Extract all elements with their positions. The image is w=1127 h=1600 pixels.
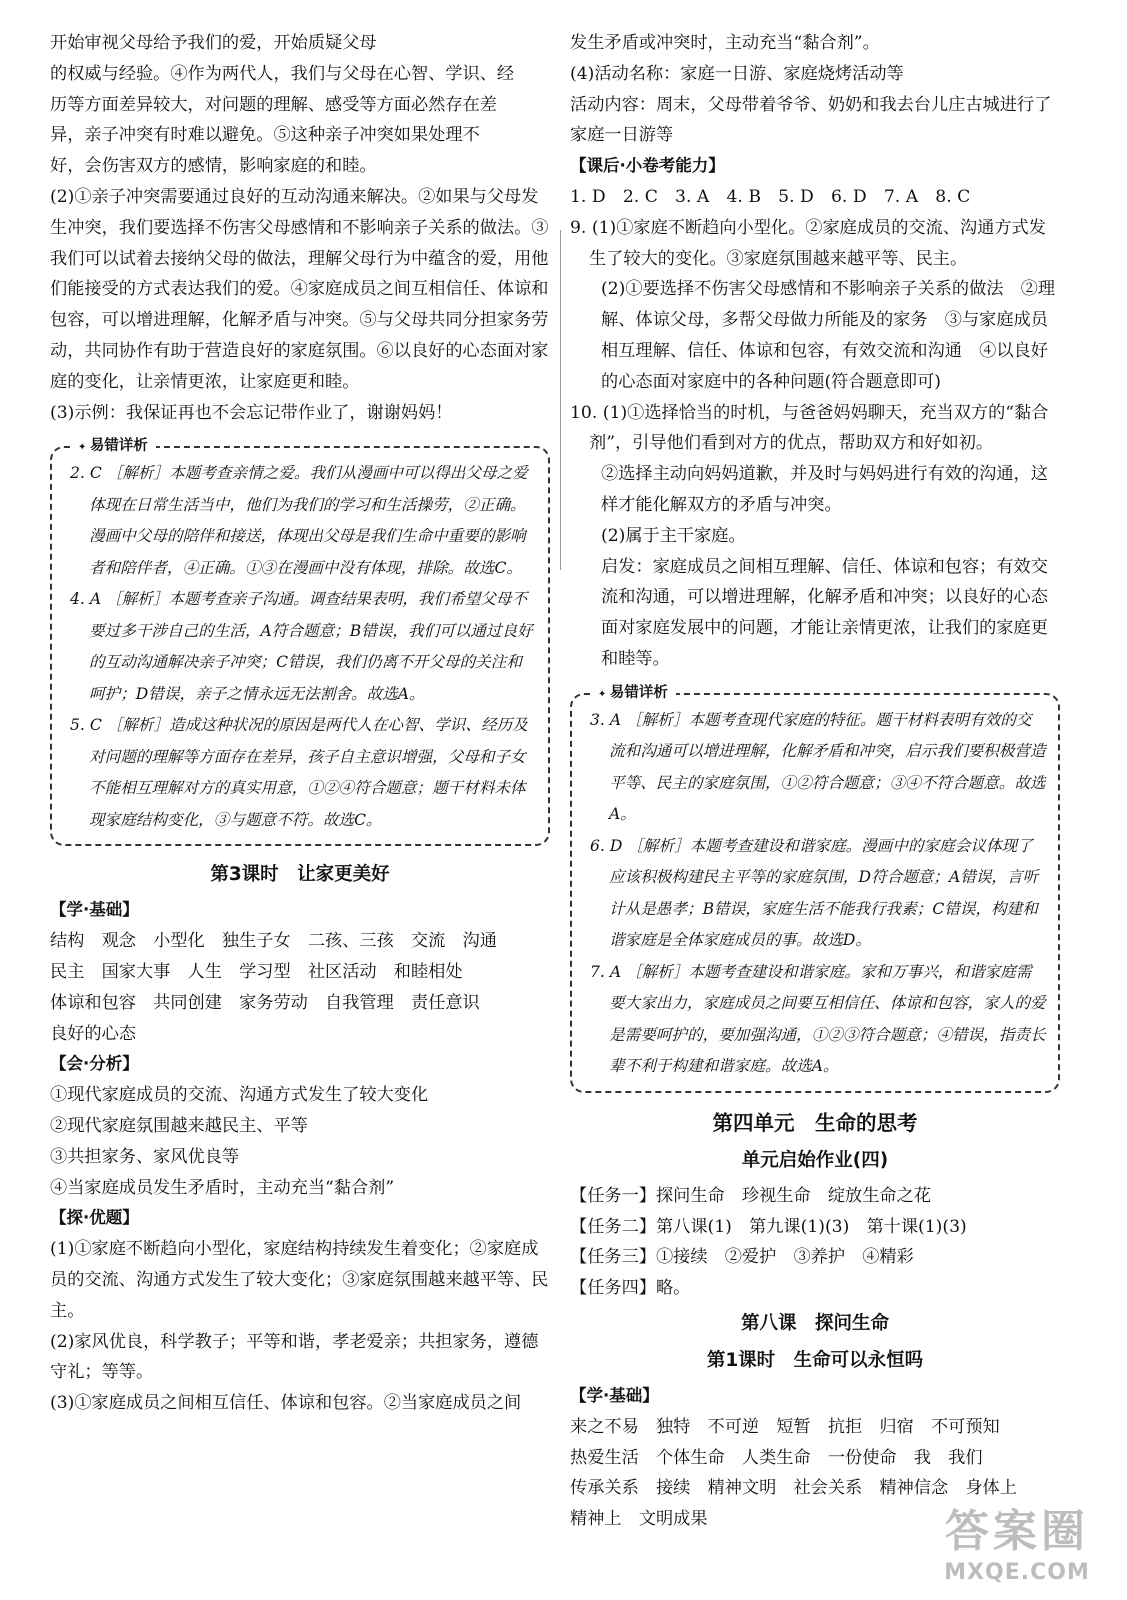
section-heading: 【会·分析】 [50, 1054, 139, 1074]
left-line: 开始审视父母给予我们的爱，开始质疑父母 [50, 33, 377, 53]
q10-part: (2)属于主干家庭。 [601, 525, 746, 546]
keyword-line: 结构 观念 小型化 独生子女 二孩、三孩 交流 沟通 [50, 931, 497, 952]
lesson-title: 第3课时 让家更美好 [210, 864, 390, 886]
right-line: 活动内容：周末，父母带着爷爷、奶奶和我去台儿庄古城进行了家庭一日游等 [570, 94, 1052, 146]
section-heading: 【学·基础】 [50, 900, 139, 920]
analysis-item: 5. C ［解析］造成这种状况的原因是两代人在心智、学识、经历及对问题的理解等方面存在差异，孩子自主意识增强，父母和子女不能相互理解对方的真实用意，①②④符合题意；题干材料未体现家庭结构变化，③与题意不符。故选C。 [70, 716, 528, 829]
analysis-item: 2. C ［解析］本题考查亲情之爱。我们从漫画中可以得出父母之爱体现在日常生活当中，他们为我们的学习和生活操劳，②正确。漫画中父母的陪伴和接送，体现出父母是我们生命中重要的影响者和陪伴者，④正确。①③在漫画中没有体现，排除。故选C。 [70, 464, 528, 577]
unit-subtitle: 单元启始作业(四) [741, 1149, 889, 1171]
error-analysis-box [570, 684, 1060, 1093]
box-title: ✦ 易错详析 [590, 682, 676, 706]
explore-item: (3)①家庭成员之间相互信任、体谅和包容。②当家庭成员之间 [50, 1393, 522, 1414]
analyze-line: ①现代家庭成员的交流、沟通方式发生了较大变化 [50, 1085, 429, 1106]
analyze-line: ③共担家务、家风优良等 [50, 1146, 240, 1167]
analyze-line: ②现代家庭氛围越来越民主、平等 [50, 1115, 308, 1136]
q9-part: (2)①要选择不伤害父母感情和不影响亲子关系的做法 ②理解、体谅父母，多帮父母做力所能及的家务 ③与家庭成员相互理解、信任、体谅和包容，有效交流和沟通 ④以良好的心态面对家庭中的各种问题(符合题意即可) [601, 279, 1056, 392]
left-line: 历等方面差异较大，对问题的理解、感受等方面必然存在差 [50, 94, 497, 115]
analysis-item: 6. D ［解析］本题考查建设和谐家庭。漫画中的家庭会议体现了应该积极构建民主平等的家庭氛围，D符合题意；A错误，言听计从是愚孝；B错误，家庭生活不能我行我素；C错误，构建和谐家庭是全体家庭成员的事。故选D。 [590, 836, 1039, 950]
left-line: 异，亲子冲突有时难以避免。⑤这种亲子冲突如果处理不 [50, 125, 480, 146]
right-column [570, 28, 1060, 1535]
keyword-line: 良好的心态 [50, 1023, 136, 1044]
q10-part: 启发：家庭成员之间相互理解、信任、体谅和包容；有效交流和沟通，可以增进理解，化解矛盾和冲突；以良好的心态面对家庭发展中的问题，才能让亲情更浓，让我们的家庭更和睦等。 [601, 556, 1048, 669]
explore-item: (2)家风优良，科学教子；平等和谐，孝老爱亲；共担家务，遵德守礼；等等。 [50, 1331, 539, 1383]
q10-part: 10. (1)①选择恰当的时机，与爸爸妈妈聊天，充当双方的“黏合剂”，引导他们看到对方的优点，帮助双方和好如初。 [570, 402, 1049, 454]
keyword-line: 来之不易 独特 不可逆 短暂 抗拒 归宿 不可预知 [570, 1416, 1000, 1437]
answer-part-2: (2)①亲子冲突需要通过良好的互动沟通来解决。②如果与父母发生冲突，我们要选择不伤害父母感情和不影响亲子关系的做法。③我们可以试着去接纳父母的做法，理解父母行为中蕴含的爱，用他们能接受的方式表达我们的爱。④家庭成员之间互相信任、体谅和包容，可以增进理解，化解矛盾与冲突。⑤与父母共同分担家务劳动，共同协作有助于营造良好的家庭氛围。⑥以良好的心态面对家庭的变化，让亲情更浓，让家庭更和睦。 [50, 186, 549, 392]
q10-part: ②选择主动向妈妈道歉，并及时与妈妈进行有效的沟通，这样才能化解双方的矛盾与冲突。 [601, 464, 1048, 515]
q9-part: 9. (1)①家庭不断趋向小型化。②家庭成员的交流、沟通方式发生了较大的变化。③家庭氛围越来越平等、民主。 [570, 217, 1046, 269]
task-line: 【任务三】①接续 ②爱护 ③养护 ④精彩 [570, 1247, 914, 1268]
analysis-item: 4. A ［解析］本题考查亲子沟通。调查结果表明，我们希望父母不要过多干涉自己的生活，A符合题意；B错误，我们可以通过良好的互动沟通解决亲子冲突；C错误，我们仍离不开父母的关注和呵护；D错误，亲子之情永远无法割舍。故选A。 [70, 590, 533, 703]
watermark-logo [917, 1504, 1117, 1594]
box-title: ✦ 易错详析 [70, 435, 156, 459]
explore-item: (1)①家庭不断趋向小型化，家庭结构持续发生着变化；②家庭成员的交流、沟通方式发生了较大变化；③家庭氛围越来越平等、民主。 [50, 1239, 549, 1321]
section-heading: 【探·优题】 [50, 1208, 139, 1228]
watermark-mark: 答案圈 [945, 1506, 1089, 1557]
keyword-line: 民主 国家大事 人生 学习型 社区活动 和睦相处 [50, 961, 463, 982]
keyword-line: 精神上 文明成果 [570, 1509, 708, 1530]
unit-title: 第四单元 生命的思考 [712, 1110, 918, 1135]
right-line: 发生矛盾或冲突时，主动充当“黏合剂”。 [570, 33, 880, 53]
analysis-item: 3. A ［解析］本题考查现代家庭的特征。题干材料表明有效的交流和沟通可以增进理解，化解矛盾和冲突，启示我们要积极营造平等、民主的家庭氛围，①②符合题意；③④不符合题意。故选A。 [590, 710, 1046, 824]
left-line: 的权威与经验。④作为两代人，我们与父母在心智、学识、经 [50, 63, 515, 84]
left-line: 好，会伤害双方的感情，影响家庭的和睦。 [50, 156, 377, 177]
section-heading: 【课后·小卷考能力】 [570, 156, 725, 176]
lesson-subtitle: 第1课时 生命可以永恒吗 [706, 1349, 924, 1371]
analyze-line: ④当家庭成员发生矛盾时，主动充当“黏合剂” [50, 1177, 395, 1198]
task-line: 【任务二】第八课(1) 第九课(1)(3) 第十课(1)(3) [570, 1216, 967, 1237]
left-column [50, 28, 550, 1419]
column-divider [560, 230, 561, 570]
task-line: 【任务一】探问生命 珍视生命 绽放生命之花 [570, 1185, 931, 1206]
answer-part-3: (3)示例：我保证再也不会忘记带作业了，谢谢妈妈！ [50, 402, 453, 423]
task-line: 【任务四】略。 [570, 1278, 691, 1299]
keyword-line: 传承关系 接续 精神文明 社会关系 精神信念 身体上 [570, 1478, 1017, 1499]
section-heading: 【学·基础】 [570, 1385, 659, 1405]
keyword-line: 热爱生活 个体生命 人类生命 一份使命 我 我们 [570, 1447, 983, 1468]
watermark-url: MXQE.COM [944, 1560, 1090, 1585]
right-line: (4)活动名称：家庭一日游、家庭烧烤活动等 [570, 63, 904, 84]
analysis-item: 7. A ［解析］本题考查建设和谐家庭。家和万事兴，和谐家庭需要大家出力，家庭成员之间要互相信任、体谅和包容，家人的爱是需要呵护的，要加强沟通，①②③符合题意；④错误，指责长辈不利于构建和谐家庭。故选A。 [590, 962, 1046, 1076]
answer-key-line: 1. D 2. C 3. A 4. B 5. D 6. D 7. A 8. C [570, 186, 971, 207]
keyword-line: 体谅和包容 共同创建 家务劳动 自我管理 责任意识 [50, 992, 480, 1013]
error-analysis-box [50, 438, 550, 846]
lesson-title: 第八课 探问生命 [740, 1312, 889, 1334]
